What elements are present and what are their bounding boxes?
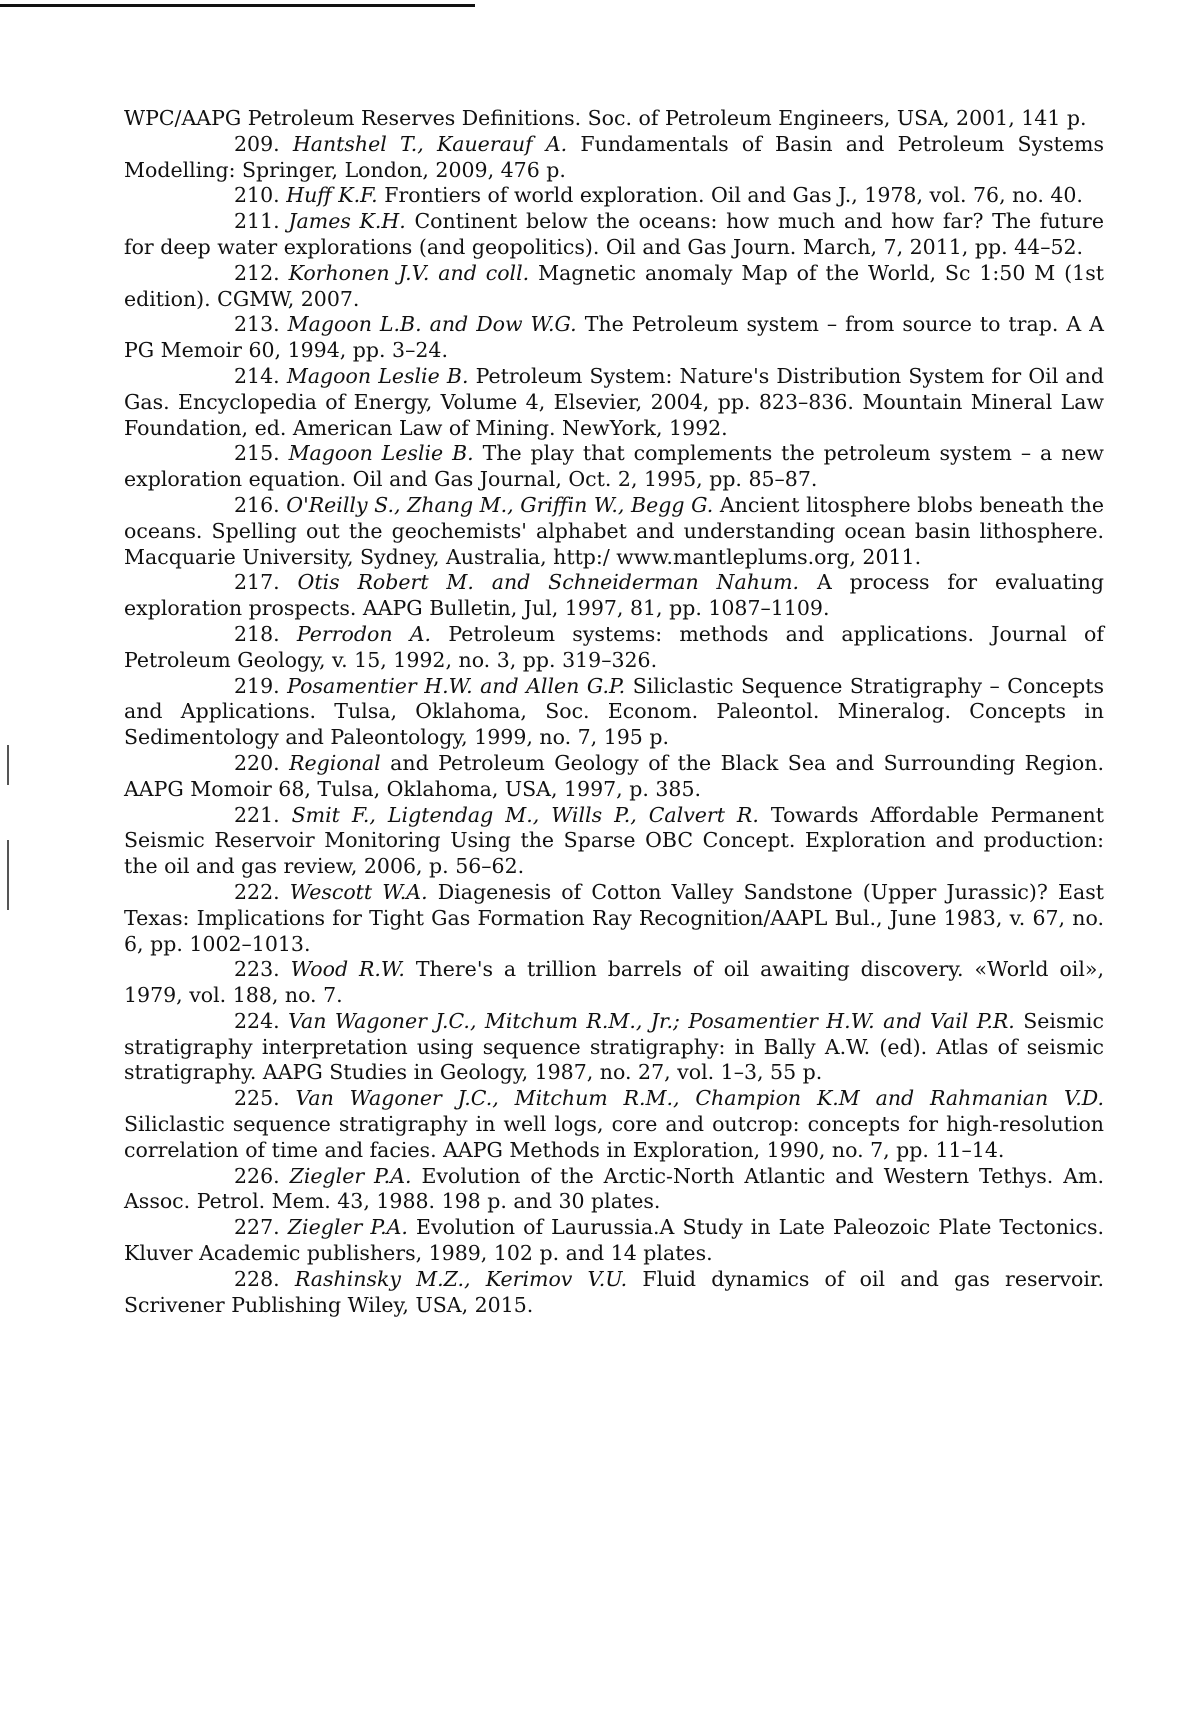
reference-item [124, 183, 1104, 209]
reference-authors: Van Wagoner J.C., Mitchum R.M., Champion K.M and Rahmanian V.D. [295, 1086, 1104, 1111]
reference-item [124, 493, 1104, 570]
reference-number: 221. [234, 802, 280, 827]
reference-text: Frontiers of world exploration. Oil and Gas J., 1978, vol. 76, no. 40. [384, 183, 1083, 208]
reference-number: 210. [234, 183, 280, 208]
reference-item [124, 364, 1104, 441]
reference-authors: Posamentier H.W. and Allen G.P. [287, 673, 626, 698]
reference-item [124, 1086, 1104, 1163]
reference-item [124, 803, 1104, 880]
reference-text: Fluid dynamics of oil and gas reservoir. Scrivener Publishing Wiley, USA, 2015. [124, 1266, 1104, 1317]
reference-authors: Rashinsky M.Z., Kerimov V.U. [294, 1266, 628, 1291]
reference-text: The play that complements the petroleum system – a new exploration equation. Oil and Gas Journal, Oct. 2, 1995, pp. 85–87. [124, 441, 1104, 492]
reference-item [124, 622, 1104, 674]
reference-text: Siliclastic sequence stratigraphy in well logs, core and outcrop: concepts for high-resolution correlation of time and facies. AAPG Methods in Exploration, 1990, no. 7, pp. 11–14. [124, 1112, 1104, 1162]
reference-authors: Wescott W.A. [289, 879, 428, 904]
reference-number: 209. [234, 131, 280, 156]
reference-number: 226. [234, 1163, 280, 1188]
reference-text: WPC/AAPG Petroleum Reserves Definitions. Soc. of Petroleum Engineers, USA, 2001, 141 p. [124, 106, 1087, 130]
reference-item [124, 570, 1104, 622]
reference-number: 227. [234, 1215, 280, 1240]
reference-text: Diagenesis of Cotton Valley Sandstone (Upper Jurassic)? East Texas: Implications for Tight Gas Formation Ray Recognition/AAPL Bul., June 1983, v. 67, no. 6, pp. 1002–1013. [124, 879, 1104, 956]
reference-number: 217. [234, 570, 280, 595]
reference-authors: O'Reilly S., Zhang M., Griffin W., Begg G. [286, 492, 714, 517]
reference-number: 228. [234, 1266, 280, 1291]
reference-item [124, 1164, 1104, 1216]
reference-authors: Ziegler P.A. [289, 1163, 412, 1188]
reference-item [124, 751, 1104, 803]
margin-mark [7, 745, 9, 785]
reference-number: 214. [234, 363, 280, 388]
reference-authors: Korhonen J.V. and coll. [288, 260, 530, 285]
reference-item [124, 1267, 1104, 1319]
reference-text: There's a trillion barrels of oil awaiting discovery. «World oil», 1979, vol. 188, no. 7. [124, 957, 1104, 1008]
reference-authors: Regional [289, 750, 381, 775]
reference-authors: Hantshel T., Kauerauf A. [292, 131, 568, 156]
reference-item [124, 957, 1104, 1009]
reference-authors: Magoon Leslie B. [288, 441, 474, 466]
reference-item [124, 674, 1104, 751]
reference-number: 216. [234, 492, 280, 517]
reference-text: Petroleum System: Nature's Distribution System for Oil and Gas. Encyclopedia of Energy, Volume 4, Elsevier, 2004, pp. 823–836. Mountain Mineral Law Foundation, ed. American Law of Mining. NewYork, 1992. [124, 363, 1104, 440]
reference-number: 211. [234, 209, 280, 234]
reference-text: A process for evaluating exploration prospects. AAPG Bulletin, Jul, 1997, 81, pp. 1087–1109. [124, 570, 1104, 621]
reference-item [124, 132, 1104, 184]
reference-text: Petroleum systems: methods and applications. Journal of Petroleum Geology, v. 15, 1992, no. 3, pp. 319–326. [124, 621, 1104, 672]
reference-item [124, 1215, 1104, 1267]
reference-number: 212. [234, 260, 280, 285]
reference-authors: Van Wagoner J.C., Mitchum R.M., Jr.; Posamentier H.W. and Vail P.R. [288, 1008, 1015, 1033]
reference-item [124, 441, 1104, 493]
top-rule [0, 4, 475, 7]
reference-text: The Petroleum system – from source to trap. A A PG Memoir 60, 1994, pp. 3–24. [124, 312, 1104, 363]
reference-authors: Otis Robert M. and Schneiderman Nahum. [297, 570, 800, 595]
reference-authors: Magoon L.B. and Dow W.G. [287, 312, 577, 337]
reference-number: 225. [234, 1086, 280, 1111]
reference-item [124, 880, 1104, 957]
reference-number: 213. [234, 312, 280, 337]
reference-authors: Ziegler P.A. [287, 1215, 408, 1240]
reference-number: 219. [234, 673, 280, 698]
reference-authors: James K.H. [288, 209, 406, 234]
reference-authors: Smit F., Ligtendag M., Wills P., Calvert R. [291, 802, 759, 827]
reference-text: Magnetic anomaly Map of the World, Sc 1:50 M (1st edition). CGMW, 2007. [124, 260, 1104, 311]
reference-item [124, 1009, 1104, 1086]
reference-item [124, 261, 1104, 313]
bibliography-list [124, 106, 1104, 1318]
reference-number: 215. [234, 441, 280, 466]
reference-text: and Petroleum Geology of the Black Sea and Surrounding Region. AAPG Momoir 68, Tulsa, Oklahoma, USA, 1997, p. 385. [124, 750, 1104, 801]
reference-text: Fundamentals of Basin and Petroleum Systems Modelling: Springer, London, 2009, 476 p. [124, 131, 1104, 182]
reference-authors: Perrodon A. [296, 621, 432, 646]
reference-authors: Magoon Leslie B. [286, 363, 469, 388]
reference-number: 223. [234, 957, 280, 982]
reference-authors: Wood R.W. [290, 957, 405, 982]
reference-text: Seismic stratigraphy interpretation using sequence stratigraphy: in Bally A.W. (ed). Atlas of seismic stratigraphy. AAPG Studies in Geology, 1987, no. 27, vol. 1–3, 55 p. [124, 1008, 1104, 1085]
margin-mark [7, 840, 9, 910]
reference-number: 224. [234, 1008, 280, 1033]
reference-number: 222. [234, 879, 280, 904]
reference-text: Siliclastic Sequence Stratigraphy – Concepts and Applications. Tulsa, Oklahoma, Soc. Econom. Paleontol. Mineralog. Concepts in Sedimentology and Paleontology, 1999, no. 7, 195 p. [124, 673, 1104, 750]
reference-item [124, 209, 1104, 261]
reference-number: 220. [234, 750, 280, 775]
reference-text: Evolution of the Arctic-North Atlantic and Western Tethys. Am. Assoc. Petrol. Mem. 43, 1988. 198 p. and 30 plates. [124, 1163, 1104, 1214]
reference-text: Ancient litosphere blobs beneath the oceans. Spelling out the geochemists' alphabet and understanding ocean basin lithosphere. Macquarie University, Sydney, Australia, http:/ www.mantleplums.org, 2011. [124, 492, 1104, 569]
reference-authors: Huff K.F. [286, 183, 378, 208]
reference-item [124, 106, 1104, 132]
reference-number: 218. [234, 621, 280, 646]
reference-text: Continent below the oceans: how much and how far? The future for deep water explorations (and geopolitics). Oil and Gas Journ. March, 7, 2011, pp. 44–52. [124, 209, 1104, 259]
reference-item [124, 312, 1104, 364]
reference-text: Towards Affordable Permanent Seismic Reservoir Monitoring Using the Sparse OBC Concept. Exploration and production: the oil and gas review, 2006, p. 56–62. [124, 802, 1104, 879]
reference-text: Evolution of Laurussia.A Study in Late Paleozoic Plate Tectonics. Kluver Academic publishers, 1989, 102 p. and 14 plates. [124, 1215, 1104, 1266]
